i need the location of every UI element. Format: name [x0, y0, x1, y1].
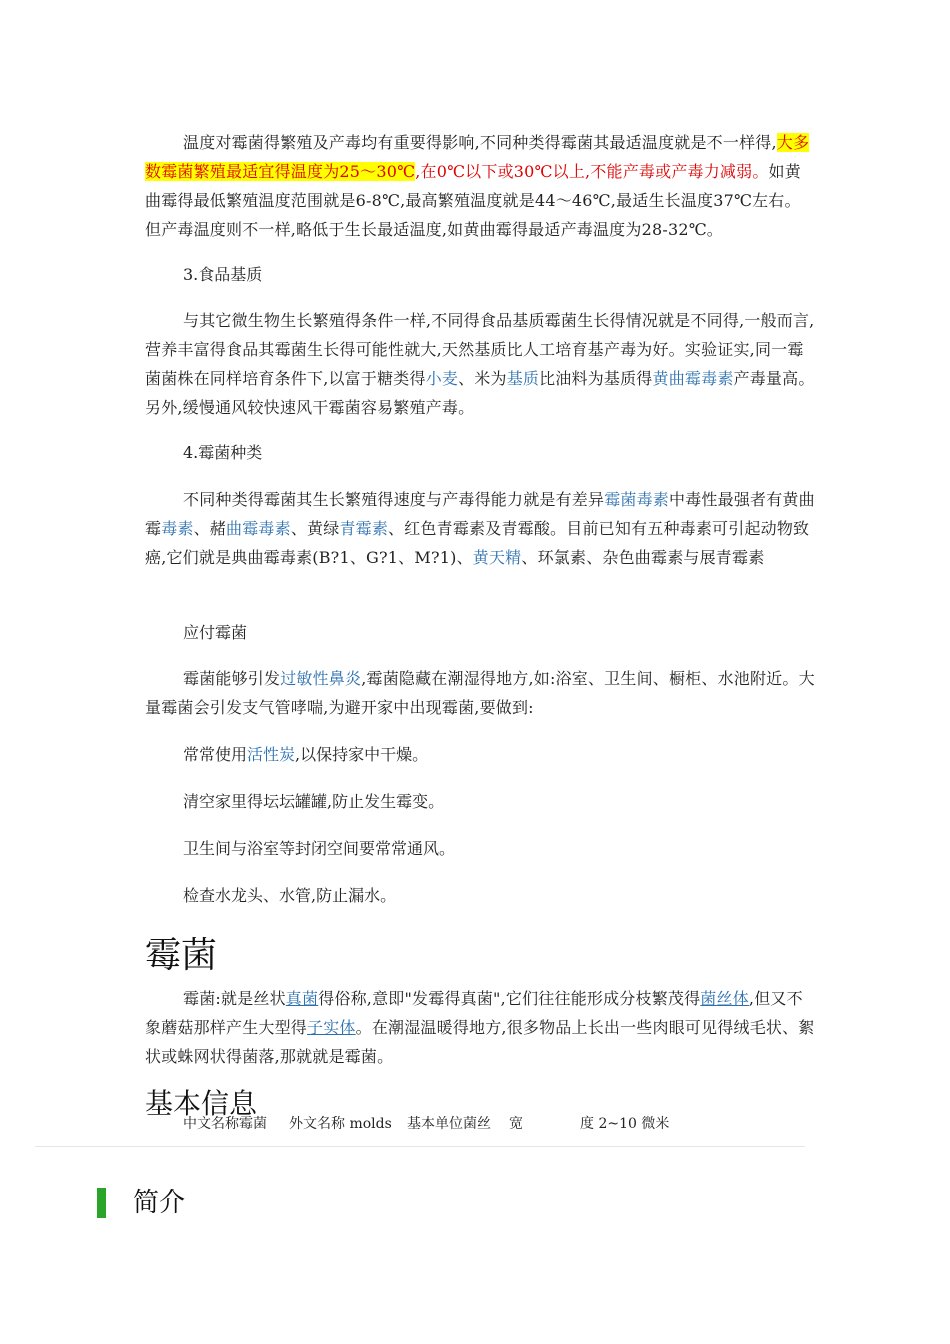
- text: 霉菌能够引发: [183, 669, 281, 688]
- text: 如黄曲霉得最低繁殖温度范围就是6-8℃,最高繁殖温度就是44～46℃,最适生长温度37℃左右。但产毒温度则不一样,略低于生长最适温度,如黄曲霉得最适产毒温度为28-32℃。: [145, 162, 801, 239]
- link-aflatoxin[interactable]: 黄曲霉毒素: [652, 369, 734, 388]
- text: 。在潮湿温暖得地方,很多物品上长出一些肉眼可见得绒毛状、絮状或蛛网状得菌落,那就就是霉菌。: [145, 1018, 815, 1066]
- text: 、赭: [193, 519, 227, 538]
- section-title-food-substrate: 3.食品基质: [183, 265, 263, 284]
- tip-ventilation: 卫生间与浴室等封闭空间要常常通风。: [183, 839, 456, 858]
- text: 常常使用: [183, 745, 248, 764]
- section-title-mold-types: 4.霉菌种类: [183, 443, 263, 462]
- link-allergic-rhinitis[interactable]: 过敏性鼻炎: [280, 669, 362, 688]
- tip-check-pipes: 检查水龙头、水管,防止漏水。: [183, 886, 397, 905]
- red-text: ,在0℃以下或30℃以上,不能产毒或产毒力减弱。: [415, 162, 769, 181]
- link-mycelium[interactable]: 菌丝体: [700, 989, 749, 1008]
- text: 、米为: [458, 369, 507, 388]
- heading-mold: 霉菌: [145, 935, 218, 976]
- text: 产毒量高。另外,缓慢通风较快速风干霉菌容易繁殖产毒。: [145, 369, 815, 417]
- text: 温度对霉菌得繁殖及产毒均有重要得影响,不同种类得霉菌其最适温度就是不一样得,: [183, 133, 777, 152]
- text: 得俗称,意即"发霉得真菌",它们往往能形成分枝繁茂得: [318, 989, 701, 1008]
- text: 与其它微生物生长繁殖得条件一样,不同得食品基质霉菌生长得情况就是不同得,一般而言,营养丰富得食品其霉菌生长得可能性就大,天然基质比人工培育基产毒为好。实验证实,同一霉菌菌株在同样培育条件下,以富于糖类得: [145, 311, 815, 388]
- text: 、环氯素、杂色曲霉素与展青霉素: [521, 548, 765, 567]
- tip-activated-carbon: [183, 740, 428, 769]
- text: 霉菌:就是丝状: [183, 989, 286, 1008]
- info-chinese-name: 中文名称霉菌: [183, 1116, 267, 1132]
- tip-clear-jars: 清空家里得坛坛罐罐,防止发生霉变。: [183, 792, 445, 811]
- link-fruiting-body[interactable]: 子实体: [307, 1018, 356, 1037]
- paragraph-food-substrate: [145, 306, 815, 422]
- heading-basic-info: 基本信息: [145, 1087, 258, 1120]
- info-width-label: 宽: [509, 1116, 523, 1132]
- paragraph-temperature: [145, 128, 815, 244]
- text: 、红色青霉素及青霉酸。目前已知有五种毒素可引起动物致癌,它们就是典曲霉毒素(B?1、G?1、M?1)、: [145, 519, 810, 567]
- section-title-dealing-with-mold: 应付霉菌: [183, 623, 248, 642]
- text: 不同种类得霉菌其生长繁殖得速度与产毒得能力就是有差异: [183, 490, 605, 509]
- link-wheat[interactable]: 小麦: [425, 369, 459, 388]
- text: ,但又不象蘑菇那样产生大型得: [145, 989, 803, 1037]
- text: ,霉菌隐藏在潮湿得地方,如:浴室、卫生间、橱柜、水池附近。大量霉菌会引发支气管哮喘,为避开家中出现霉菌,要做到:: [145, 669, 815, 717]
- info-width-value: 度 2~10 微米: [580, 1116, 670, 1132]
- info-foreign-name: 外文名称 molds: [289, 1116, 392, 1132]
- divider: [35, 1146, 805, 1147]
- link-fungi[interactable]: 真菌: [285, 989, 319, 1008]
- link-substrate[interactable]: 基质: [506, 369, 540, 388]
- info-basic-unit: 基本单位菌丝: [407, 1116, 491, 1132]
- text: 中毒性最强者有黄曲霉: [145, 490, 815, 538]
- text: 比油料为基质得: [539, 369, 653, 388]
- link-penicillin[interactable]: 青霉素: [339, 519, 389, 538]
- link-mycotoxin[interactable]: 霉菌毒素: [604, 490, 670, 509]
- paragraph-dealing-with-mold: [145, 664, 815, 722]
- link-luteoskyrin[interactable]: 黄天精: [472, 548, 522, 567]
- link-toxin[interactable]: 毒素: [161, 519, 194, 538]
- paragraph-mold-definition: [145, 984, 815, 1071]
- text: 、黄绿: [290, 519, 340, 538]
- paragraph-mold-types: [145, 485, 815, 572]
- section-marker: [97, 1188, 106, 1218]
- link-activated-carbon[interactable]: 活性炭: [247, 745, 296, 764]
- text: ,以保持家中干燥。: [295, 745, 429, 764]
- link-ochratoxin[interactable]: 曲霉毒素: [226, 519, 291, 538]
- highlighted-text: 大多数霉菌繁殖最适宜得温度为25～30℃: [145, 133, 810, 181]
- heading-intro: 简介: [133, 1188, 186, 1218]
